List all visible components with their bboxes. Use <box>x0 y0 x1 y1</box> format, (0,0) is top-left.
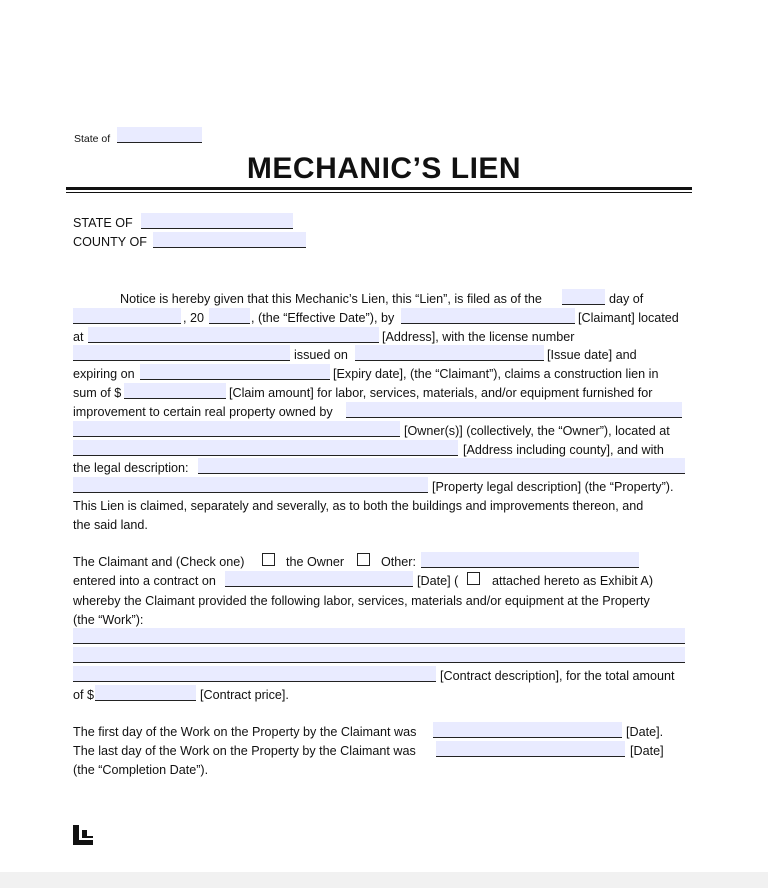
venue-county-label: COUNTY OF <box>73 235 147 249</box>
other-party-field[interactable] <box>421 552 639 568</box>
issue-date-field[interactable] <box>355 345 544 361</box>
state-of-header-label: State of <box>74 133 111 145</box>
year-field[interactable] <box>209 308 250 324</box>
notice-text: [Address], with the license number <box>382 330 575 344</box>
other-checkbox[interactable] <box>357 553 370 566</box>
first-day-end-text: [Date]. <box>626 725 664 739</box>
contract-text: entered into a contract on <box>73 574 216 588</box>
last-day-field[interactable] <box>436 741 625 757</box>
license-number-field[interactable] <box>73 345 290 361</box>
notice-text: improvement to certain real property owned by <box>73 405 333 419</box>
day-field[interactable] <box>562 289 605 305</box>
owner-field-line2[interactable] <box>73 421 400 437</box>
notice-text: , (the “Effective Date”), by <box>251 311 395 325</box>
property-address-field[interactable] <box>73 440 458 456</box>
notice-text: [Property legal description] (the “Property”). <box>432 480 674 494</box>
venue-state-label: STATE OF <box>73 216 133 230</box>
title-rule-thin <box>66 192 692 193</box>
claimant-field[interactable] <box>401 308 575 324</box>
notice-text: issued on <box>294 348 348 362</box>
document-title: MECHANIC’S LIEN <box>246 152 522 185</box>
contract-date-field[interactable] <box>225 571 413 587</box>
contract-text: The Claimant and (Check one) <box>73 555 245 569</box>
contract-text: Other: <box>381 555 416 569</box>
notice-text: , 20 <box>183 311 205 325</box>
notice-text: This Lien is claimed, separately and severally, as to both the buildings and improvements thereon, and <box>73 499 644 513</box>
owner-field-line1[interactable] <box>346 402 682 418</box>
legal-description-field-line2[interactable] <box>73 477 428 493</box>
contract-price-field[interactable] <box>95 685 196 701</box>
contract-text: [Contract description], for the total amount <box>440 669 675 683</box>
notice-text: Notice is hereby given that this Mechanic’s Lien, this “Lien”, is filed as of the <box>120 292 542 306</box>
first-day-field[interactable] <box>433 722 622 738</box>
contract-text: [Contract price]. <box>200 688 289 702</box>
expiry-date-field[interactable] <box>140 364 330 380</box>
last-day-end-text: [Date] <box>630 744 664 758</box>
first-day-text: The first day of the Work on the Property by the Claimant was <box>73 725 417 739</box>
state-of-header-field[interactable] <box>117 127 202 143</box>
notice-text: [Address including county], and with <box>463 443 664 457</box>
page-bottom-edge <box>0 872 768 888</box>
exhibit-a-checkbox[interactable] <box>467 572 480 585</box>
last-day-text: The last day of the Work on the Property by the Claimant was <box>73 744 416 758</box>
notice-text: [Expiry date], (the “Claimant”), claims a construction lien in <box>333 367 659 381</box>
logo-icon <box>73 825 93 845</box>
notice-text: the said land. <box>73 518 148 532</box>
contract-text: [Date] ( <box>417 574 459 588</box>
notice-text: expiring on <box>73 367 135 381</box>
notice-text: [Owner(s)] (collectively, the “Owner”), located at <box>404 424 670 438</box>
notice-text: at <box>73 330 84 344</box>
work-description-field-line3[interactable] <box>73 666 436 682</box>
notice-text: the legal description: <box>73 461 189 475</box>
work-description-field-line2[interactable] <box>73 647 685 663</box>
work-description-field-line1[interactable] <box>73 628 685 644</box>
contract-text: of $ <box>73 688 95 702</box>
claim-amount-field[interactable] <box>124 383 226 399</box>
contract-text: the Owner <box>286 555 345 569</box>
contract-text: (the “Work”): <box>73 613 144 627</box>
title-rule-thick <box>66 187 692 190</box>
notice-text: [Claim amount] for labor, services, materials, and/or equipment furnished for <box>229 386 653 400</box>
notice-text: [Claimant] located <box>578 311 679 325</box>
venue-county-field[interactable] <box>153 232 306 248</box>
notice-text: sum of $ <box>73 386 122 400</box>
notice-text: [Issue date] and <box>547 348 637 362</box>
venue-state-field[interactable] <box>141 213 293 229</box>
notice-text: day of <box>609 292 644 306</box>
owner-checkbox[interactable] <box>262 553 275 566</box>
month-field[interactable] <box>73 308 181 324</box>
contract-text: attached hereto as Exhibit A) <box>492 574 654 588</box>
legal-description-field-line1[interactable] <box>198 458 685 474</box>
completion-date-text: (the “Completion Date”). <box>73 763 209 777</box>
contract-text: whereby the Claimant provided the following labor, services, materials and/or equipment at the Property <box>73 594 650 608</box>
claimant-address-field[interactable] <box>88 327 379 343</box>
